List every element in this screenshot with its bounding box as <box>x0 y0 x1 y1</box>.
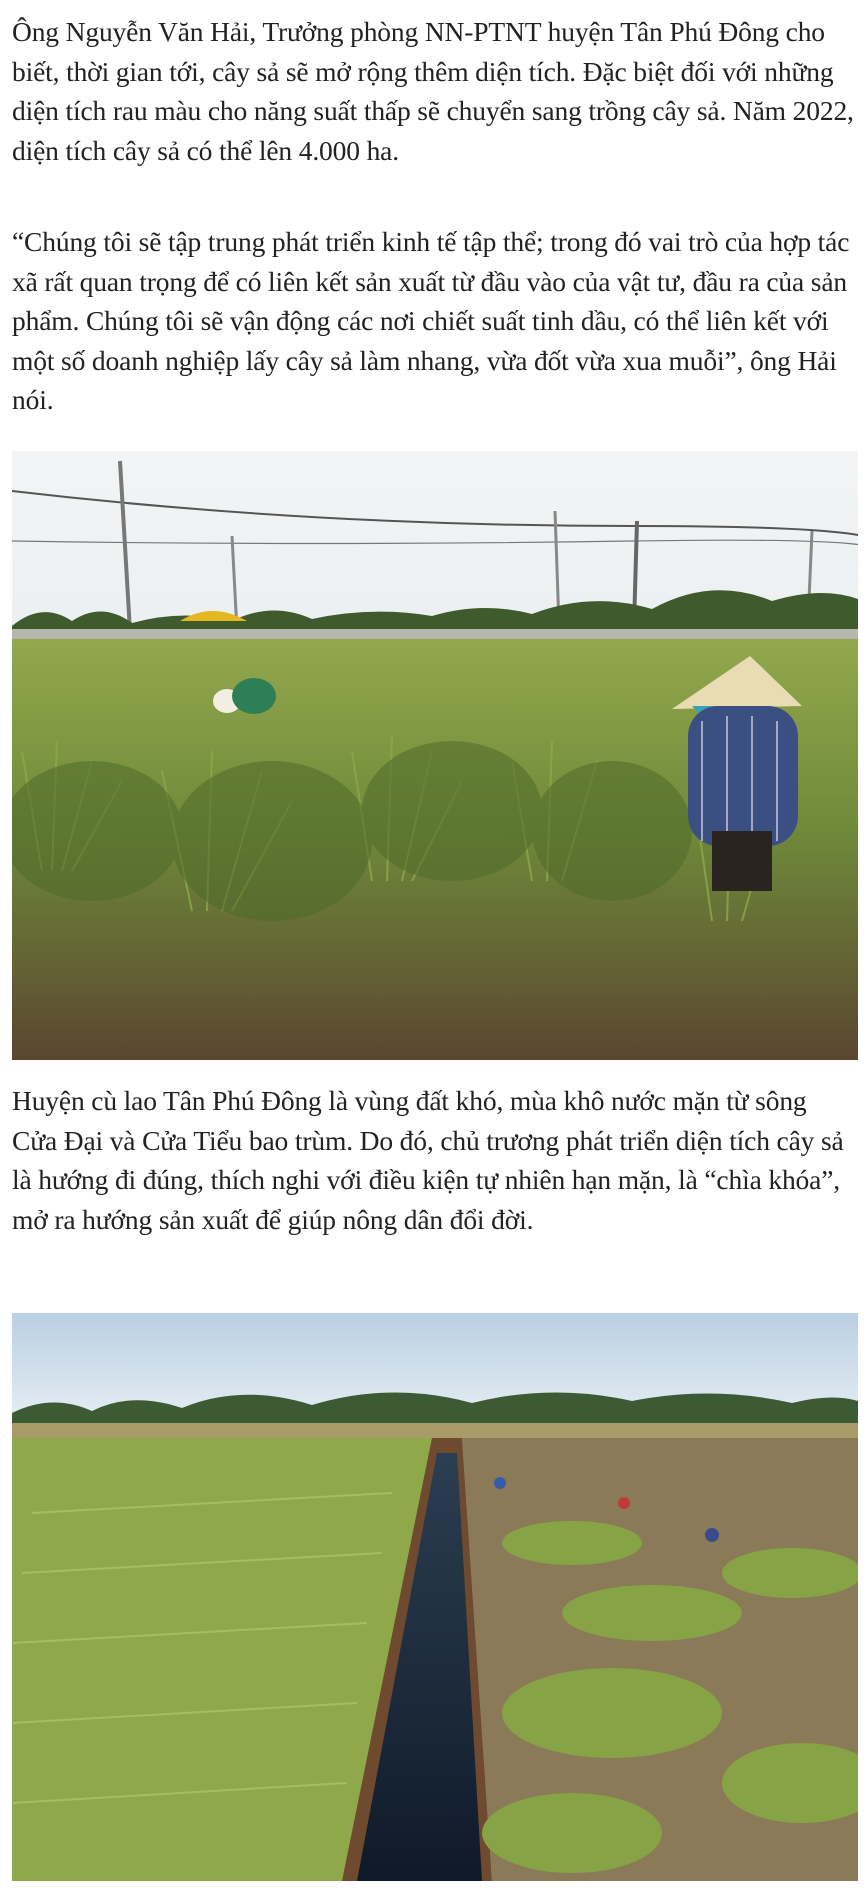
article-paragraph-3: Huyện cù lao Tân Phú Đông là vùng đất khó, mùa khô nước mặn từ sông Cửa Đại và Cửa Tiểu bao trùm. Do đó, chủ trương phát triển diện tích cây sả là hướng đi đúng, thích nghi với điều kiện tự nhiên hạn mặn, là “chìa khóa”, mở ra hướng sản xuất để giúp nông dân đổi đời. <box>12 1085 844 1235</box>
lemongrass-field-photo-canal <box>12 1313 858 1881</box>
article-paragraph-1: Ông Nguyễn Văn Hải, Trưởng phòng NN-PTNT huyện Tân Phú Đông cho biết, thời gian tới, cây sả sẽ mở rộng thêm diện tích. Đặc biệt đối với những diện tích rau màu cho năng suất thấp sẽ chuyển sang trồng cây sả. Năm 2022, diện tích cây sả có thể lên 4.000 ha. <box>12 16 854 166</box>
article-paragraph-2: “Chúng tôi sẽ tập trung phát triển kinh tế tập thể; trong đó vai trò của hợp tác xã rất quan trọng để có liên kết sản xuất từ đầu vào của vật tư, đầu ra của sản phẩm. Chúng tôi sẽ vận động các nơi chiết suất tinh dầu, có thể liên kết với một số doanh nghiệp lấy cây sả làm nhang, vừa đốt vừa xua muỗi”, ông Hải nói. <box>12 226 850 416</box>
lemongrass-field-photo-workers <box>12 451 858 1060</box>
